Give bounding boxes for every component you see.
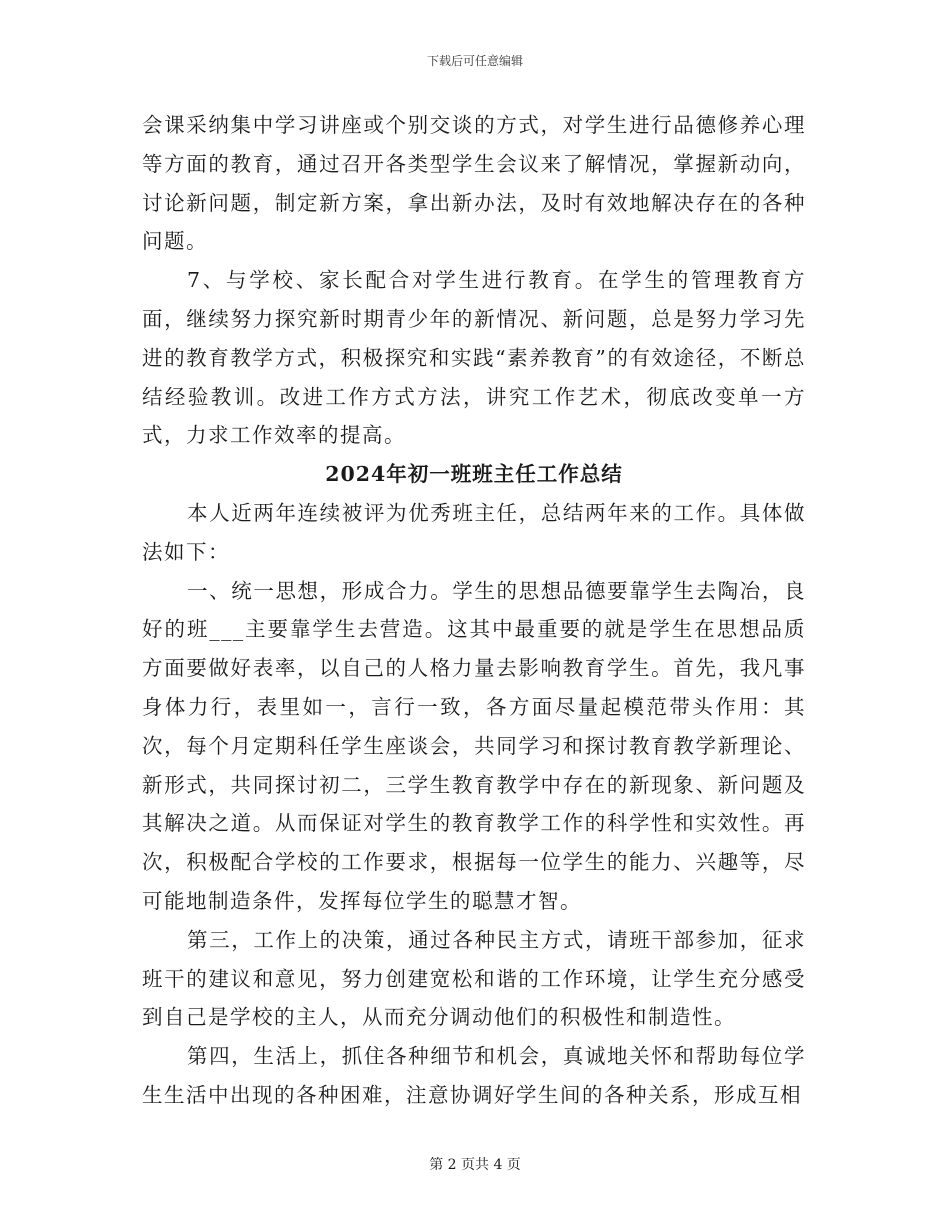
paragraph-continuation: 会课采纳集中学习讲座或个别交谈的方式，对学生进行品德修养心理等方面的教育，通过召开各类型学生会议来了解情况，掌握新动向，讨论新问题，制定新方案，拿出新办法，及时有效地解决存在的各种问题。 — [142, 113, 806, 254]
section-title: 2024年初一班班主任工作总结 — [325, 462, 623, 487]
paragraph-point-4: 第四，生活上，抓住各种细节和机会，真诚地关怀和帮助每位学生生活中出现的各种困难，注意协调好学生间的各种关系，形成互相 — [142, 1044, 806, 1107]
page-header: 下载后可任意编辑 — [426, 54, 523, 68]
paragraph-item-7: 7、与学校、家长配合对学生进行教育。在学生的管理教育方面，继续努力探究新时期青少年的新情况、新问题，总是努力学习先进的教育教学方式，积极探究和实践“素养教育”的有效途径，不断总结经验教训。改进工作方式方法，讲究工作艺术，彻底改变单一方式，力求工作效率的提高。 — [142, 268, 806, 448]
paragraph-point-1: 一、统一思想，形成合力。学生的思想品德要靠学生去陶冶，良好的班___主要靠学生去营造。这其中最重要的就是学生在思想品质方面要做好表率，以自己的人格力量去影响教育学生。首先，我凡事身体力行，表里如一，言行一致，各方面尽量起模范带头作用：其次，每个月定期科任学生座谈会，共同学习和探讨教育教学新理论、新形式，共同探讨初二，三学生教育教学中存在的新现象、新问题及其解决之道。从而保证对学生的教育教学工作的科学性和实效性。再次，积极配合学校的工作要求，根据每一位学生的能力、兴趣等，尽可能地制造条件，发挥每位学生的聪慧才智。 — [142, 578, 806, 913]
paragraph-point-3: 第三，工作上的决策，通过各种民主方式，请班干部参加，征求班干的建议和意见，努力创建宽松和谐的工作环境，让学生充分感受到自己是学校的主人，从而充分调动他们的积极性和制造性。 — [142, 927, 806, 1030]
paragraph-intro: 本人近两年连续被评为优秀班主任，总结两年来的工作。具体做法如下： — [142, 500, 806, 564]
page-footer: 第 2 页共 4 页 — [429, 1157, 521, 1173]
document-body — [142, 106, 806, 1115]
